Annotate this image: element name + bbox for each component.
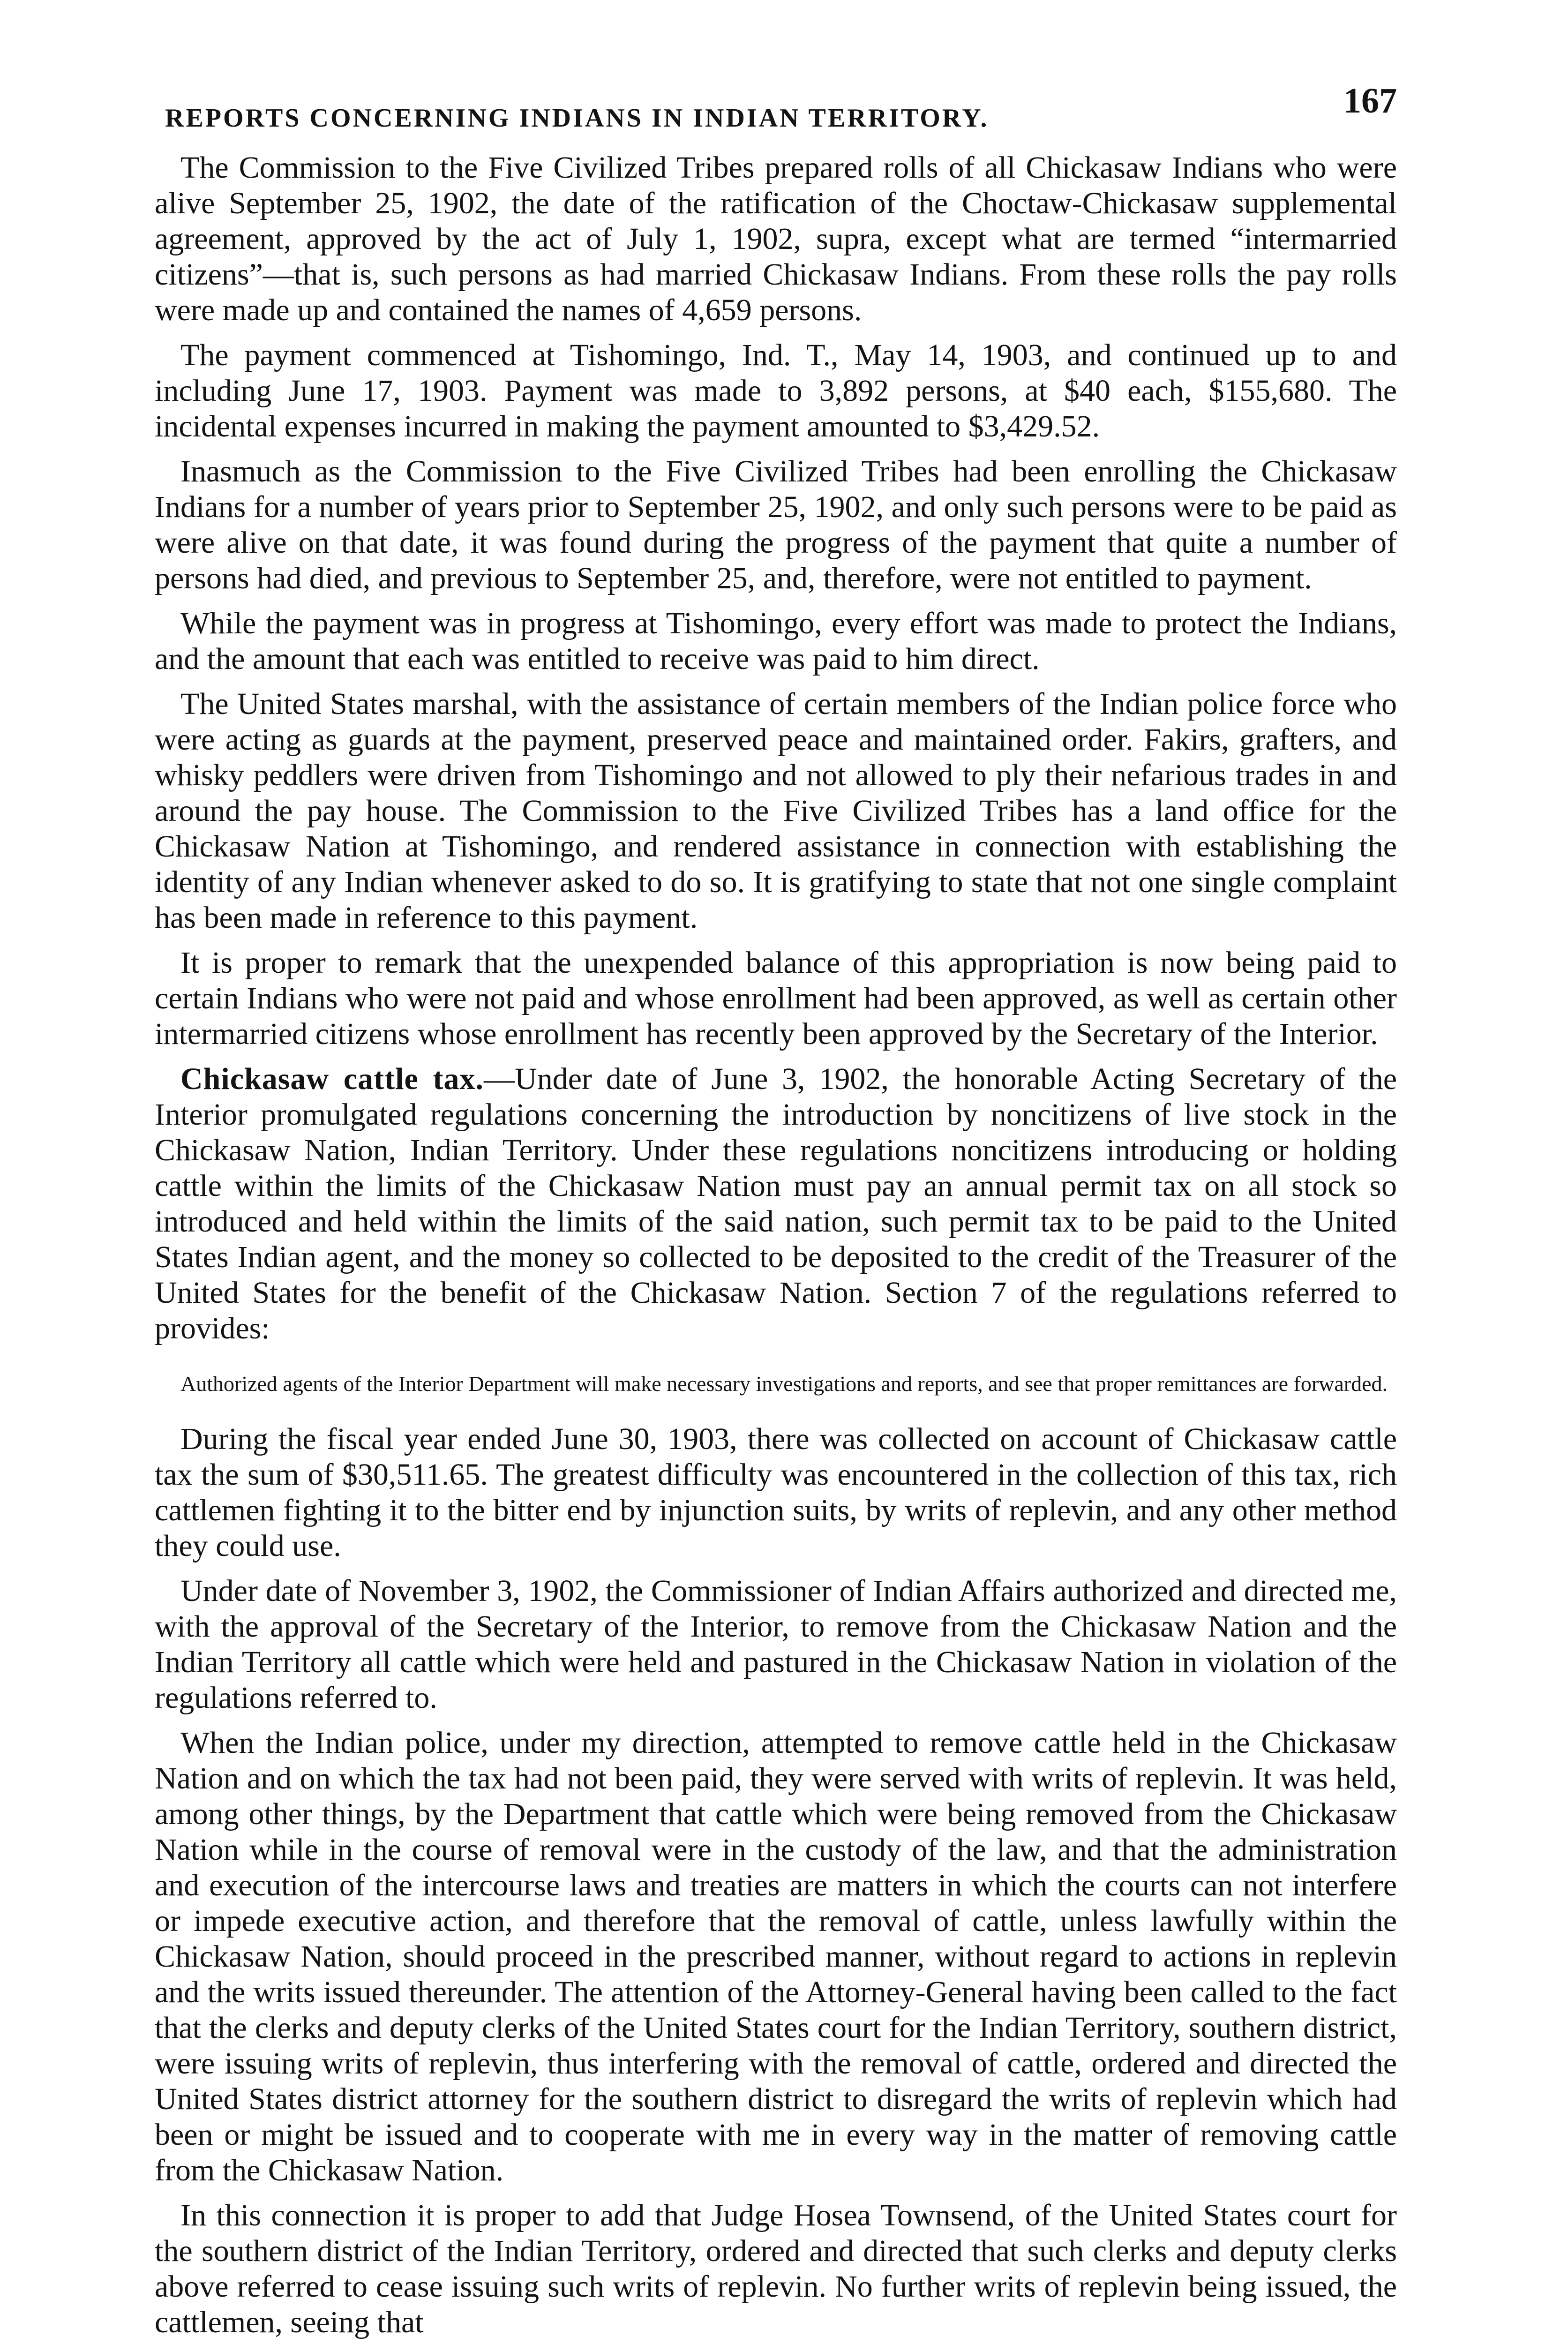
paragraph-rolls: The Commission to the Five Civilized Tribes prepared rolls of all Chickasaw Indians who were alive September 25, 1902, the date of the ratification of the Choctaw-Chickasaw supplemental agreement, approved by the act of July 1, 1902, supra, except what are termed “intermarried citizens”—that is, such persons as had married Chickasaw Indians. From these rolls the pay rolls were made up and contained the names of 4,659 persons. <box>155 150 1397 327</box>
paragraph-judge-townsend: In this connection it is proper to add that Judge Hosea Townsend, of the United States court for the southern district of the Indian Territory, ordered and directed that such clerks and deputy clerks above referred to cease issuing such writs of replevin. No further writs of replevin being issued, the cattlemen, seeing that <box>155 2198 1397 2339</box>
paragraph-enrollment: Inasmuch as the Commission to the Five Civilized Tribes had been enrolling the Chickasaw Indians for a number of years prior to September 25, 1902, and only such persons were to be paid as were alive on that date, it was found during the progress of the payment that quite a number of persons had died, and previous to September 25, and, therefore, were not entitled to payment. <box>155 454 1397 595</box>
running-title: REPORTS CONCERNING INDIANS IN INDIAN TERRITORY. <box>165 104 989 133</box>
section-heading-cattle-tax: Chickasaw cattle tax. <box>180 1062 484 1096</box>
paragraph-protection: While the payment was in progress at Tishomingo, every effort was made to protect the Indians, and the amount that each was entitled to receive was paid to him direct. <box>155 606 1397 676</box>
paragraph-unexpended-balance: It is proper to remark that the unexpended balance of this appropriation is now being paid to certain Indians who were not paid and whose enrollment had been approved, as well as certain other intermarried citizens whose enrollment has recently been approved by the Secretary of the Interior. <box>155 946 1397 1051</box>
paragraph-removal-order: Under date of November 3, 1902, the Commissioner of Indian Affairs authorized and directed me, with the approval of the Secretary of the Interior, to remove from the Chickasaw Nation and the Indian Territory all cattle which were held and pastured in the Chickasaw Nation in violation of the regulations referred to. <box>155 1574 1397 1715</box>
paragraph-cattle-tax <box>155 1061 1397 1346</box>
paragraph-payment: The payment commenced at Tishomingo, Ind. T., May 14, 1903, and continued up to and including June 17, 1903. Payment was made to 3,892 persons, at $40 each, $155,680. The incidental expenses incurred in making the payment amounted to $3,429.52. <box>155 338 1397 443</box>
document-page <box>155 70 1397 2344</box>
cattle-tax-text: —Under date of June 3, 1902, the honorable Acting Secretary of the Interior promulgated regulations concerning the introduction by noncitizens of live stock in the Chickasaw Nation, Indian Territory. Under these regulations noncitizens introducing or holding cattle within the limits of the Chickasaw Nation must pay an annual permit tax on all stock so introduced and held within the limits of the said nation, such permit tax to be paid to the United States Indian agent, and the money so collected to be deposited to the credit of the Treasurer of the United States for the benefit of the Chickasaw Nation. Section 7 of the regulations referred to provides: <box>155 1062 1397 1345</box>
page-number: 167 <box>1343 81 1397 120</box>
quoted-regulation: Authorized agents of the Interior Department will make necessary investigations and reports, and see that proper remittances are forwarded. <box>180 1372 1388 1396</box>
body-text <box>155 150 1397 2340</box>
running-header <box>155 70 1397 150</box>
paragraph-replevin: When the Indian police, under my direction, attempted to remove cattle held in the Chickasaw Nation and on which the tax had not been paid, they were served with writs of replevin. It was held, among other things, by the Department that cattle which were being removed from the Chickasaw Nation while in the course of removal were in the custody of the law, and that the administration and execution of the intercourse laws and treaties are matters in which the courts can not interfere or impede executive action, and therefore that the removal of cattle, unless lawfully within the Chickasaw Nation, should proceed in the prescribed manner, without regard to actions in replevin and the writs issued thereunder. The attention of the Attorney-General having been called to the fact that the clerks and deputy clerks of the United States court for the Indian Territory, southern district, were issuing writs of replevin, thus interfering with the removal of cattle, ordered and directed the United States district attorney for the southern district to disregard the writs of replevin which had been or might be issued and to cooperate with me in every way in the matter of removing cattle from the Chickasaw Nation. <box>155 1726 1397 2187</box>
paragraph-marshal: The United States marshal, with the assistance of certain members of the Indian police force who were acting as guards at the payment, preserved peace and maintained order. Fakirs, grafters, and whisky peddlers were driven from Tishomingo and not allowed to ply their nefarious trades in and around the pay house. The Commission to the Five Civilized Tribes has a land office for the Chickasaw Nation at Tishomingo, and rendered assistance in connection with establishing the identity of any Indian whenever asked to do so. It is gratifying to state that not one single complaint has been made in reference to this payment. <box>155 687 1397 935</box>
paragraph-collection: During the fiscal year ended June 30, 1903, there was collected on account of Chickasaw cattle tax the sum of $30,511.65. The greatest difficulty was encountered in the collection of this tax, rich cattlemen fighting it to the bitter end by injunction suits, by writs of replevin, and any other method they could use. <box>155 1422 1397 1563</box>
